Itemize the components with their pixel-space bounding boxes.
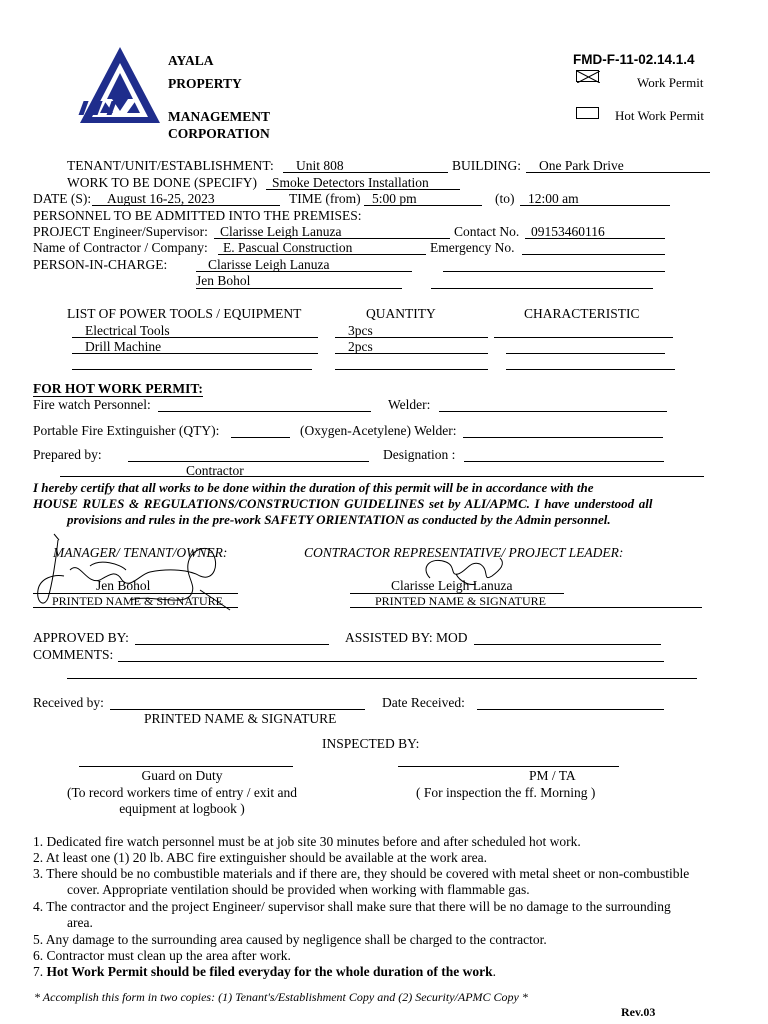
assisted-by-label: ASSISTED BY: MOD — [345, 630, 468, 645]
ayala-triangle-icon — [78, 45, 162, 127]
guard-note-1: (To record workers time of entry / exit and — [67, 785, 297, 800]
manager-printed-name[interactable]: Jen Bohol — [96, 578, 151, 593]
rule-7-number: 7. — [33, 964, 47, 979]
tools-header-characteristic: CHARACTERISTIC — [524, 306, 640, 321]
fire-watch-label: Fire watch Personnel: — [33, 397, 151, 412]
work-label: WORK TO BE DONE (SPECIFY) — [67, 175, 258, 190]
work-permit-checkbox[interactable] — [576, 70, 599, 82]
rule-3-cont: cover. Appropriate ventilation should be provided when working with flammable gas. — [67, 882, 530, 897]
form-code: FMD-F-11-02.14.1.4 — [573, 52, 695, 67]
inspected-by-label: INSPECTED BY: — [322, 736, 420, 751]
engineer-value[interactable]: Clarisse Leigh Lanuza — [220, 224, 342, 239]
date-label: DATE (S): — [33, 191, 92, 206]
guard-title: Guard on Duty — [141, 768, 223, 783]
date-value[interactable]: August 16-25, 2023 — [107, 191, 215, 206]
hot-work-permit-label: Hot Work Permit — [615, 108, 704, 123]
manager-caption: PRINTED NAME & SIGNATURE — [52, 594, 223, 608]
welder-label: Welder: — [388, 397, 431, 412]
engineer-label: PROJECT Engineer/Supervisor: — [33, 224, 208, 239]
contractor-label: Name of Contractor / Company: — [33, 240, 208, 255]
company-name-line4: CORPORATION — [168, 126, 270, 141]
footer-note: * Accomplish this form in two copies: (1) Tenant's/Establishment Copy and (2) Security/APMC Copy * — [34, 990, 528, 1004]
contact-value[interactable]: 09153460116 — [531, 224, 605, 239]
personnel-label: PERSONNEL TO BE ADMITTED INTO THE PREMISES: — [33, 208, 362, 223]
date-received-label: Date Received: — [382, 695, 465, 710]
rule-4-cont: area. — [67, 915, 93, 930]
comments-label: COMMENTS: — [33, 647, 114, 662]
pic-label: PERSON-IN-CHARGE: — [33, 257, 168, 272]
tools-header-list: LIST OF POWER TOOLS / EQUIPMENT — [67, 306, 302, 321]
company-name-line2: PROPERTY — [168, 76, 242, 91]
checkmark-x-icon — [577, 71, 600, 83]
tool-name-1[interactable]: Electrical Tools — [85, 323, 170, 338]
time-from-value[interactable]: 5:00 pm — [372, 191, 417, 206]
rule-3: 3. There should be no combustible materials and if there are, they should be covered with metal sheet or non-combustible — [33, 866, 690, 881]
company-name-line1: AYALA — [168, 53, 214, 68]
work-permit-label: Work Permit — [637, 75, 704, 90]
extinguisher-label: Portable Fire Extinguisher (QTY): — [33, 423, 220, 438]
rule-7-text: Hot Work Permit should be filed everyday for the whole duration of the work — [46, 964, 493, 979]
tenant-label: TENANT/UNIT/ESTABLISHMENT: — [67, 158, 274, 173]
company-logo — [78, 45, 162, 127]
contractor-value[interactable]: E. Pascual Construction — [223, 240, 353, 255]
manager-title: MANAGER/ TENANT/OWNER: — [53, 545, 228, 560]
tenant-value[interactable]: Unit 808 — [296, 158, 344, 173]
prepared-by-label: Prepared by: — [33, 447, 102, 462]
certification-line-2: HOUSE RULES & REGULATIONS/CONSTRUCTION GUIDELINES set by ALI/APMC. I have understood all — [33, 496, 653, 511]
rule-5: 5. Any damage to the surrounding area caused by negligence shall be charged to the contractor. — [33, 932, 547, 947]
hot-work-heading: FOR HOT WORK PERMIT: — [33, 381, 203, 396]
guard-note-2: equipment at logbook ) — [119, 801, 245, 816]
certification-line-1: I hereby certify that all works to be done within the duration of this permit will be in accordance with the — [33, 480, 594, 495]
contractor-caption: Contractor — [186, 463, 244, 478]
oxy-welder-label: (Oxygen-Acetylene) Welder: — [300, 423, 457, 438]
designation-label: Designation : — [383, 447, 456, 462]
tool-qty-2[interactable]: 2pcs — [348, 339, 373, 354]
received-by-label: Received by: — [33, 695, 104, 710]
rule-1: 1. Dedicated fire watch personnel must be at job site 30 minutes before and after scheduled hot work. — [33, 834, 581, 849]
approved-by-label: APPROVED BY: — [33, 630, 129, 645]
tool-name-2[interactable]: Drill Machine — [85, 339, 162, 354]
company-name-line3: MANAGEMENT — [168, 109, 270, 124]
pm-title: PM / TA — [529, 768, 576, 783]
hot-work-permit-checkbox[interactable] — [576, 107, 599, 119]
rule-4: 4. The contractor and the project Engineer/ supervisor shall make sure that there will be no damage to the surrounding — [33, 899, 671, 914]
received-caption: PRINTED NAME & SIGNATURE — [144, 711, 337, 726]
time-to-label: (to) — [495, 191, 515, 206]
emergency-label: Emergency No. — [430, 240, 515, 255]
certification-line-3: provisions and rules in the pre-work SAFETY ORIENTATION as conducted by the Admin personnel. — [67, 512, 611, 527]
rule-2: 2. At least one (1) 20 lb. ABC fire extinguisher should be available at the work area. — [33, 850, 488, 865]
time-from-label: TIME (from) — [289, 191, 361, 206]
time-to-value[interactable]: 12:00 am — [528, 191, 579, 206]
building-value[interactable]: One Park Drive — [539, 158, 624, 173]
tools-header-quantity: QUANTITY — [366, 306, 436, 321]
building-label: BUILDING: — [452, 158, 521, 173]
contractor-rep-title: CONTRACTOR REPRESENTATIVE/ PROJECT LEADER: — [304, 545, 624, 560]
tool-qty-1[interactable]: 3pcs — [348, 323, 373, 338]
rule-7-period: . — [492, 964, 496, 979]
rule-7 — [33, 964, 496, 980]
pm-note: ( For inspection the ff. Morning ) — [416, 785, 596, 800]
rule-6: 6. Contractor must clean up the area after work. — [33, 948, 291, 963]
pic-value-1[interactable]: Clarisse Leigh Lanuza — [208, 257, 330, 272]
contractor-caption: PRINTED NAME & SIGNATURE — [375, 594, 546, 608]
pic-value-2[interactable]: Jen Bohol — [196, 273, 251, 288]
contact-label: Contact No. — [454, 224, 520, 239]
revision-label: Rev.03 — [621, 1005, 656, 1019]
contractor-printed-name[interactable]: Clarisse Leigh Lanuza — [391, 578, 513, 593]
work-value[interactable]: Smoke Detectors Installation — [272, 175, 429, 190]
